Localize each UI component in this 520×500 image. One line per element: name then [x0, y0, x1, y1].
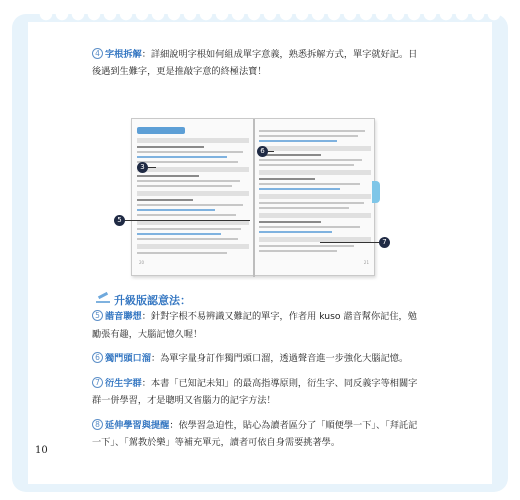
feature-marker: 7	[92, 377, 103, 388]
intro-marker: 4	[92, 48, 103, 59]
feature-term: 延伸學習與提醒	[105, 419, 170, 431]
feature-marker: 6	[92, 352, 103, 363]
feature-text: ：本書「已知記未知」的最高指導原則，衍生字、同反義字等相關字群一併學習，才是聰明又省腦力的記字方法！	[92, 377, 418, 406]
book-spine	[253, 119, 255, 277]
callout-line	[320, 242, 379, 243]
feature-item	[92, 350, 426, 368]
feature-term: 諧音聯想	[105, 311, 142, 322]
feature-marker: 8	[92, 419, 103, 430]
feature-item	[92, 308, 426, 343]
callout-marker-7: 7	[379, 237, 390, 248]
book-index-tab	[372, 181, 380, 203]
feature-text: ：為單字量身訂作獨門頭口溜，透過聲音進一步強化大腦記憶。	[150, 353, 409, 364]
callout-marker-5: 5	[114, 215, 125, 226]
feature-term: 獨門頭口溜	[105, 353, 151, 364]
feature-text: ：依學習急迫性，貼心為讀者區分了「順便學一下」、「拜託記一下」、「駕教於樂」等補充單元，讀者可依自身需要挑著學。	[92, 419, 418, 448]
callout-line	[125, 220, 250, 221]
feature-marker: 5	[92, 310, 103, 321]
page-number: 10	[35, 445, 48, 456]
callout-line	[148, 167, 156, 168]
book-left-page: 20	[137, 127, 249, 267]
feature-text: ：針對字根不易辨識又難記的單字，作者用 kuso 諧音幫你記住，勉勵張有趣，大腦記憶久喔！	[92, 311, 417, 340]
feature-item	[92, 375, 426, 410]
section-title: 升級版認意法：	[96, 292, 191, 308]
intro-text: ：詳細說明字根如何組成單字意義，熟悉拆解方式，單字就好記。日後遇到生難字，更是推敲字意的終極法寶！	[92, 49, 418, 77]
intro-term: 字根拆解	[105, 49, 142, 60]
book-illustration	[131, 118, 375, 276]
pencil-icon	[96, 293, 110, 303]
feature-list	[92, 308, 426, 459]
feature-term: 衍生字群	[105, 377, 142, 389]
callout-line	[268, 151, 274, 152]
callout-marker-6: 6	[257, 146, 268, 157]
intro-paragraph	[92, 46, 422, 80]
callout-marker-3: 3	[137, 162, 148, 173]
book-right-page: 21	[259, 127, 371, 267]
feature-item	[92, 417, 426, 452]
